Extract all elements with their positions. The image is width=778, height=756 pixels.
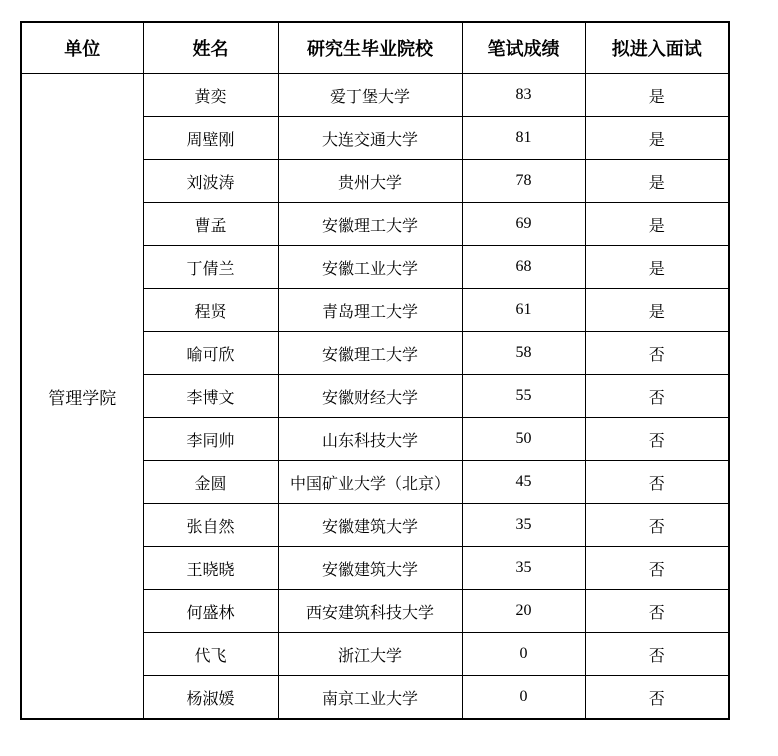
header-row xyxy=(21,22,729,74)
interview-cell: 是 xyxy=(585,246,729,289)
score-cell: 0 xyxy=(462,633,585,676)
header-score: 笔试成绩 xyxy=(462,22,585,74)
score-cell: 20 xyxy=(462,590,585,633)
unit-cell: 管理学院 xyxy=(21,74,143,720)
school-cell: 大连交通大学 xyxy=(278,117,462,160)
interview-cell: 否 xyxy=(585,418,729,461)
name-cell: 何盛林 xyxy=(143,590,278,633)
school-cell: 安徽工业大学 xyxy=(278,246,462,289)
interview-cell: 否 xyxy=(585,547,729,590)
school-cell: 山东科技大学 xyxy=(278,418,462,461)
name-cell: 曹孟 xyxy=(143,203,278,246)
interview-cell: 是 xyxy=(585,289,729,332)
score-cell: 83 xyxy=(462,74,585,117)
header-name: 姓名 xyxy=(143,22,278,74)
name-cell: 李博文 xyxy=(143,375,278,418)
score-cell: 81 xyxy=(462,117,585,160)
score-cell: 0 xyxy=(462,676,585,720)
interview-cell: 否 xyxy=(585,633,729,676)
school-cell: 爱丁堡大学 xyxy=(278,74,462,117)
name-cell: 杨淑媛 xyxy=(143,676,278,720)
name-cell: 周壁刚 xyxy=(143,117,278,160)
interview-cell: 否 xyxy=(585,590,729,633)
score-cell: 69 xyxy=(462,203,585,246)
name-cell: 刘波涛 xyxy=(143,160,278,203)
interview-cell: 是 xyxy=(585,117,729,160)
score-cell: 45 xyxy=(462,461,585,504)
name-cell: 代飞 xyxy=(143,633,278,676)
score-cell: 35 xyxy=(462,504,585,547)
interview-cell: 否 xyxy=(585,375,729,418)
score-cell: 78 xyxy=(462,160,585,203)
school-cell: 安徽理工大学 xyxy=(278,332,462,375)
interview-cell: 否 xyxy=(585,504,729,547)
score-cell: 55 xyxy=(462,375,585,418)
score-cell: 35 xyxy=(462,547,585,590)
school-cell: 贵州大学 xyxy=(278,160,462,203)
header-unit: 单位 xyxy=(21,22,143,74)
results-table xyxy=(20,21,730,720)
interview-cell: 否 xyxy=(585,332,729,375)
name-cell: 程贤 xyxy=(143,289,278,332)
school-cell: 西安建筑科技大学 xyxy=(278,590,462,633)
school-cell: 青岛理工大学 xyxy=(278,289,462,332)
school-cell: 安徽建筑大学 xyxy=(278,547,462,590)
score-cell: 68 xyxy=(462,246,585,289)
name-cell: 金圆 xyxy=(143,461,278,504)
school-cell: 安徽理工大学 xyxy=(278,203,462,246)
name-cell: 黄奕 xyxy=(143,74,278,117)
interview-cell: 否 xyxy=(585,676,729,720)
name-cell: 李同帅 xyxy=(143,418,278,461)
interview-cell: 是 xyxy=(585,160,729,203)
school-cell: 中国矿业大学（北京） xyxy=(278,461,462,504)
school-cell: 浙江大学 xyxy=(278,633,462,676)
name-cell: 张自然 xyxy=(143,504,278,547)
interview-cell: 是 xyxy=(585,74,729,117)
interview-cell: 否 xyxy=(585,461,729,504)
score-cell: 58 xyxy=(462,332,585,375)
name-cell: 喻可欣 xyxy=(143,332,278,375)
name-cell: 丁倩兰 xyxy=(143,246,278,289)
score-cell: 61 xyxy=(462,289,585,332)
table-row xyxy=(21,74,729,117)
header-interview: 拟进入面试 xyxy=(585,22,729,74)
name-cell: 王晓晓 xyxy=(143,547,278,590)
school-cell: 安徽财经大学 xyxy=(278,375,462,418)
header-school: 研究生毕业院校 xyxy=(278,22,462,74)
school-cell: 南京工业大学 xyxy=(278,676,462,720)
school-cell: 安徽建筑大学 xyxy=(278,504,462,547)
interview-cell: 是 xyxy=(585,203,729,246)
score-cell: 50 xyxy=(462,418,585,461)
